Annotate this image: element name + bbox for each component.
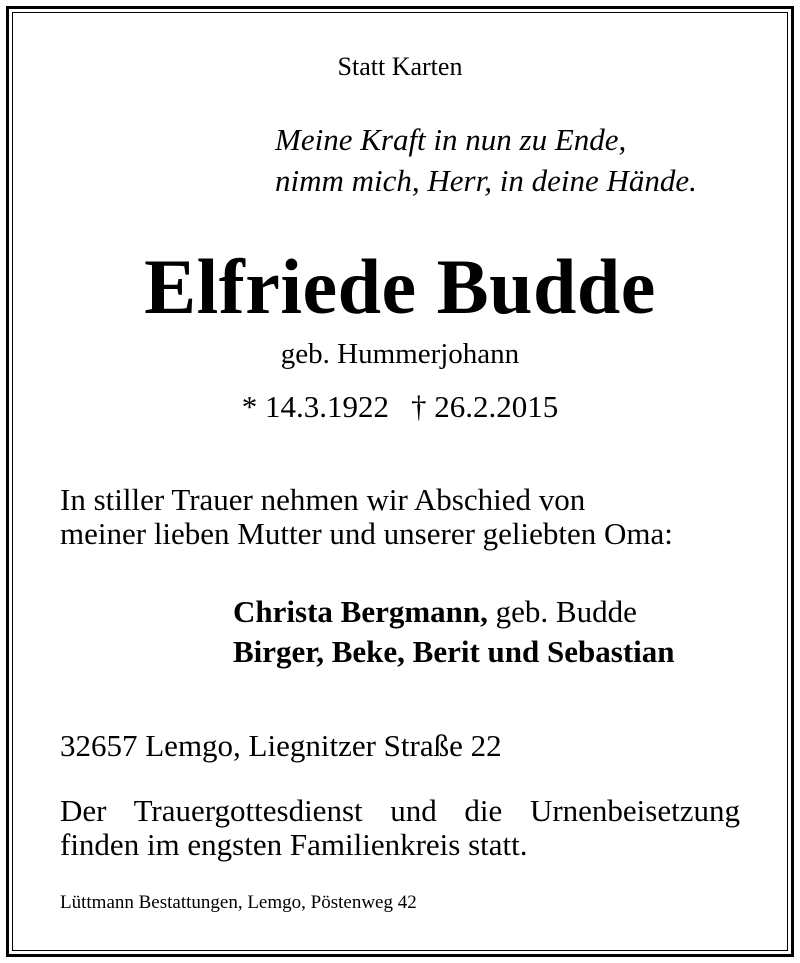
quote-line-1: Meine Kraft in nun zu Ende,	[275, 122, 627, 157]
mourner-name-christa: Christa Bergmann,	[233, 594, 488, 629]
family-address: 32657 Lemgo, Liegnitzer Straße 22	[60, 728, 502, 763]
announcement-line-2: meiner lieben Mutter und unserer geliebten Oma:	[60, 516, 673, 551]
funeral-home-footer: Lüttmann Bestattungen, Lemgo, Pöstenweg 42	[60, 892, 417, 913]
mourner-line-1	[233, 596, 637, 627]
header-statt-karten: Statt Karten	[337, 52, 463, 81]
mourner-line-2: Birger, Beke, Berit und Sebastian	[233, 634, 675, 669]
deceased-name: Elfriede Budde	[144, 243, 656, 330]
service-notice-line-1: Der Trauergottesdienst und die Urnenbeisetzung	[60, 793, 740, 828]
mourner-maiden-note: geb. Budde	[487, 594, 637, 629]
death-date: † 26.2.2015	[411, 389, 559, 424]
quote-line-2: nimm mich, Herr, in deine Hände.	[275, 163, 697, 198]
life-dates	[0, 391, 800, 422]
announcement-line-1: In stiller Trauer nehmen wir Abschied von	[60, 482, 586, 517]
service-notice-line-2: finden im engsten Familienkreis statt.	[60, 827, 528, 862]
birth-date: * 14.3.1922	[241, 389, 389, 424]
maiden-name: geb. Hummerjohann	[280, 338, 520, 370]
